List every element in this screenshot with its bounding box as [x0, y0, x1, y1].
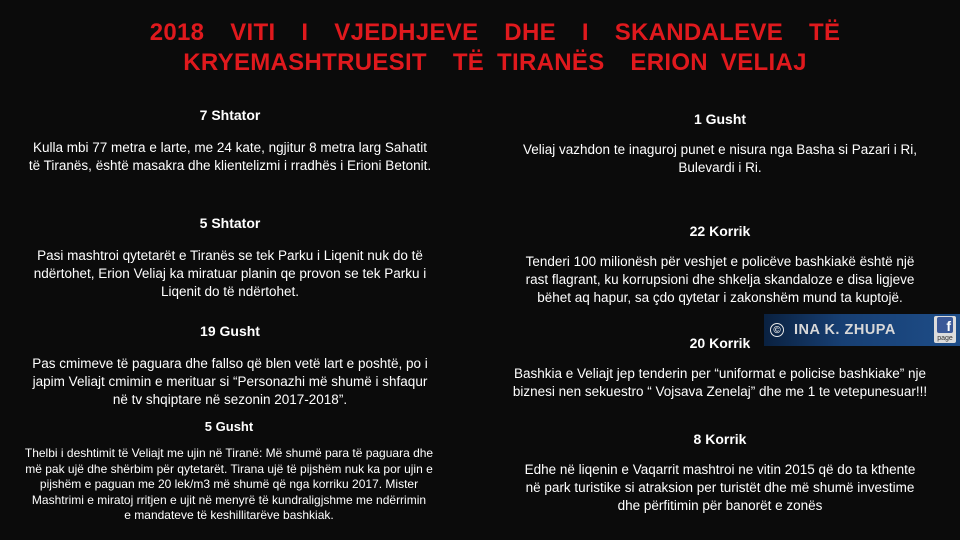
entry-date: 22 Korrik: [689, 223, 751, 239]
headline-line-1: 2018 VITI I VJEDHJEVE DHE I SKANDALEVE TË: [149, 19, 841, 46]
entry-1-gusht: [480, 110, 960, 177]
entry-text: [480, 141, 960, 177]
entry-text-line: Pasi mashtroi qytetarët e Tiranës se tek Parku i Liqenit nuk do të: [37, 248, 423, 263]
entry-date: 20 Korrik: [689, 335, 751, 351]
entry-text: [480, 461, 960, 515]
entry-text: [480, 253, 960, 307]
entry-date: 1 Gusht: [693, 111, 747, 127]
entry-text: [0, 247, 460, 301]
entry-date: 5 Gusht: [204, 419, 254, 434]
entry-text: [0, 139, 460, 175]
entry-text-line: ndërtohet, Erion Veliaj ka miratuar planin qe provon se tek Parku i: [33, 266, 427, 281]
facebook-f-glyph: f: [937, 317, 953, 333]
entry-text-line: Kulla mbi 77 metra e larte, me 24 kate, ngjitur 8 metra larg Sahatit: [33, 140, 427, 155]
entry-text-line: të Tiranës, është masakra dhe klientelizmi i rradhës i Erioni Betonit.: [28, 158, 432, 173]
entry-7-shtator: [0, 106, 460, 175]
entry-text: [0, 355, 460, 409]
entry-text-line: Bashkia e Veliajt jep tenderin per “uniformat e policise bashkiake” nje: [514, 366, 926, 381]
headline-line-2: KRYEMASHTRUESIT TË TIRANËS ERION VELIAJ: [183, 49, 807, 76]
entry-19-gusht: [0, 322, 460, 409]
entry-date: 19 Gusht: [200, 323, 260, 339]
entry-text-line: rast flagrant, ku korrupsioni dhe shkelja skandaloze e disa ligjeve: [525, 272, 915, 287]
copyright-icon: ©: [770, 323, 784, 337]
entry-text-line: Veliaj vazhdon te inaguroj punet e nisura nga Basha si Pazari i Ri,: [523, 142, 917, 157]
entry-text-line: e mandateve të keshillitarëve bashkiak.: [124, 508, 334, 522]
entry-22-korrik: [480, 222, 960, 307]
entry-date: 8 Korrik: [693, 431, 747, 447]
entry-text-line: Thelbi i deshtimit të Veliajt me ujin në Tiranë: Më shumë para të paguara dhe: [24, 446, 434, 460]
entry-5-gusht: [0, 418, 458, 524]
entry-text-line: Bulevardi i Ri.: [678, 160, 762, 175]
facebook-page-label: page: [937, 335, 953, 342]
entry-8-korrik: [480, 430, 960, 515]
entry-text-line: në park turistike si atraksion per turistët dhe më shumë investime: [525, 480, 915, 495]
entry-text-line: pijshëm e paguan me 20 lek/m3 më shumë që nga korriku 2017. Mister: [39, 477, 419, 491]
entry-text: [0, 446, 458, 524]
entry-text-line: më pak ujë dhe shërbim për qytetarët. Tirana ujë të pijshëm nuk ka por ujin e: [25, 461, 433, 476]
entry-text-line: bëhet aq hapur, sa çdo qytetar i zakonshëm mund ta kuptojë.: [537, 290, 903, 305]
entry-text-line: dhe përfitimin për banorët e zonës: [617, 498, 823, 513]
facebook-page-icon: [934, 316, 956, 343]
entry-text-line: japim Veliajt cmimin e merituar si “Personazhi më shumë i shfaqur: [32, 374, 428, 389]
entry-text-line: biznesi nen sekuestro “ Vojsava Zenelaj” dhe me 1 te vetepunesuar!!!: [512, 384, 928, 399]
entry-text-line: në tv shqiptare në sezonin 2017-2018”.: [112, 392, 348, 407]
entry-5-shtator: [0, 214, 460, 301]
watermark-badge: [764, 314, 960, 346]
watermark-author: INA K. ZHUPA: [794, 322, 896, 338]
entry-text-line: Pas cmimeve të paguara dhe fallso që blen vetë lart e poshtë, po i: [32, 356, 428, 371]
entry-text-line: Liqenit do të ndërtohet.: [160, 284, 300, 299]
headline: [0, 18, 960, 78]
entry-date: 5 Shtator: [199, 215, 261, 231]
entry-text-line: Tenderi 100 milionësh për veshjet e policëve bashkiakë është një: [525, 254, 915, 269]
entry-date: 7 Shtator: [199, 107, 261, 123]
entry-text-line: Mashtrimi e miratoj rritjen e ujit në menyrë të kundraligjshme me ndërrimin: [31, 492, 427, 507]
entry-text-line: Edhe në liqenin e Vaqarrit mashtroi ne vitin 2015 që do ta kthente: [524, 462, 916, 477]
entry-text: [480, 365, 960, 401]
